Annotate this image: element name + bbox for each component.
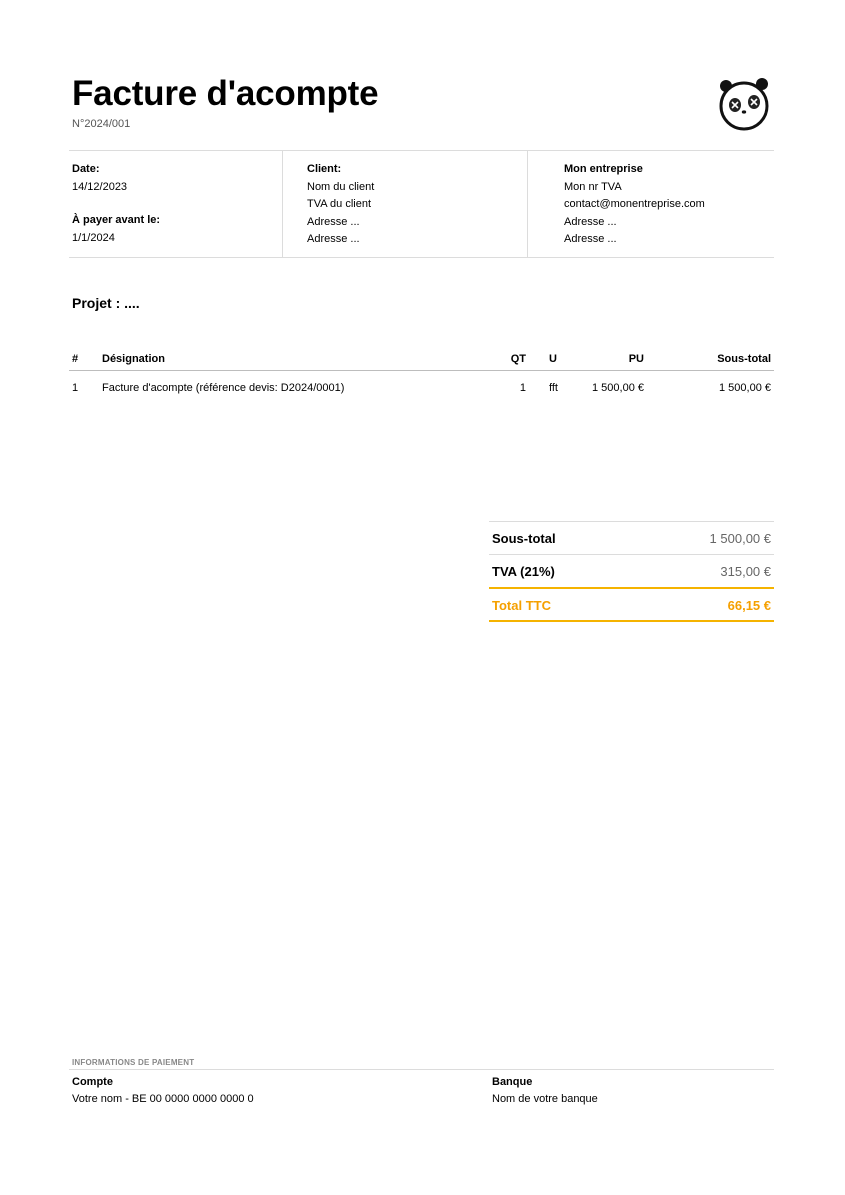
account-value: Votre nom - BE 00 0000 0000 0000 0 [72, 1093, 254, 1105]
company-email: contact@monentreprise.com [564, 198, 705, 210]
table-row [69, 371, 774, 397]
tva-value: 315,00 € [720, 564, 771, 579]
total-ttc-row [489, 587, 774, 622]
client-label: Client: [307, 163, 342, 175]
bank-value: Nom de votre banque [492, 1093, 598, 1105]
header-number: # [72, 353, 79, 365]
company-column [527, 151, 774, 257]
date-value: 14/12/2023 [72, 180, 128, 193]
row-designation: Facture d'acompte (référence devis: D2024/0001) [102, 382, 345, 394]
client-address-2: Adresse ... [307, 233, 360, 245]
client-vat: TVA du client [307, 198, 371, 210]
subtotal-row [489, 521, 774, 554]
company-label: Mon entreprise [564, 163, 643, 175]
project-title: Projet : .... [72, 295, 140, 311]
total-ttc-label: Total TTC [492, 598, 551, 613]
tva-row [489, 554, 774, 587]
header-unit: U [549, 353, 557, 365]
row-number: 1 [72, 382, 79, 394]
row-quantity: 1 [519, 382, 526, 394]
client-address-1: Adresse ... [307, 215, 360, 228]
bank-column [492, 1074, 598, 1108]
header-subtotal: Sous-total [717, 353, 771, 365]
tva-label: TVA (21%) [492, 564, 555, 579]
bank-label: Banque [492, 1076, 533, 1088]
account-label: Compte [72, 1076, 113, 1088]
company-address-1: Adresse ... [564, 215, 617, 228]
due-date-value: 1/1/2024 [72, 231, 115, 244]
payment-info [69, 1058, 774, 1105]
row-subtotal: 1 500,00 € [719, 382, 771, 394]
table-header [69, 350, 774, 371]
due-date-label: À payer avant le: [72, 214, 161, 226]
header-quantity: QT [510, 353, 526, 365]
invoice-info-block [69, 150, 774, 258]
payment-info-title: INFORMATIONS DE PAIEMENT [69, 1058, 774, 1070]
account-column [72, 1074, 254, 1108]
invoice-number: N°2024/001 [72, 118, 131, 130]
header-designation: Désignation [102, 353, 165, 365]
date-label: Date: [72, 163, 100, 175]
subtotal-label: Sous-total [492, 531, 556, 546]
total-ttc-value: 66,15 € [727, 598, 771, 613]
header-unit-price: PU [628, 353, 644, 365]
invoice-title: Facture d'acompte [72, 74, 379, 113]
company-address-2: Adresse ... [564, 233, 617, 245]
subtotal-value: 1 500,00 € [709, 531, 771, 546]
totals-block [489, 521, 774, 622]
items-table [69, 350, 774, 397]
client-name: Nom du client [307, 180, 375, 193]
panda-logo-icon [716, 76, 772, 132]
dates-column [72, 151, 282, 267]
row-unit: fft [549, 382, 558, 394]
client-column [282, 151, 527, 257]
company-vat: Mon nr TVA [564, 180, 622, 193]
row-unit-price: 1 500,00 € [592, 382, 644, 394]
